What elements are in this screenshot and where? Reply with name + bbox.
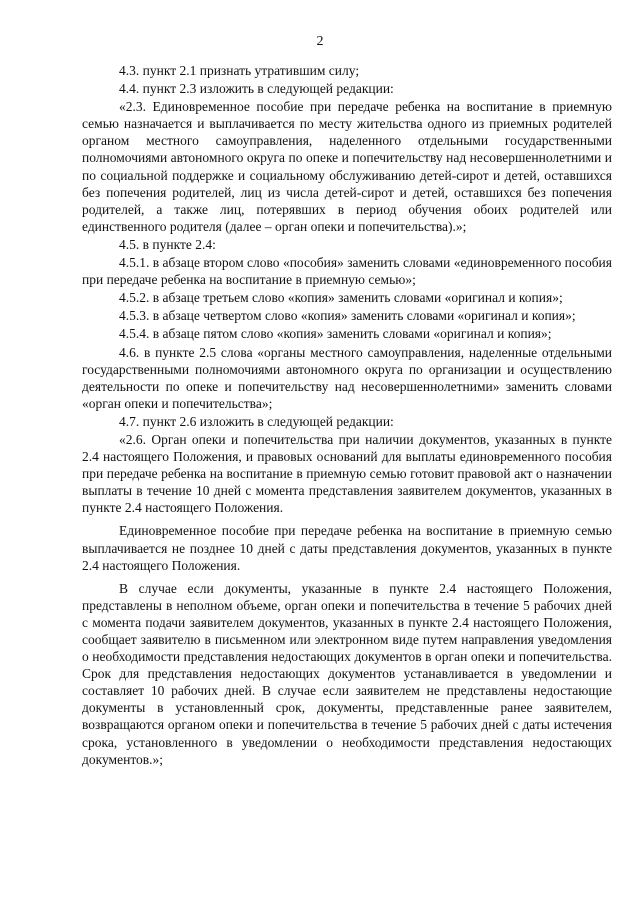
paragraph-4-3: 4.3. пункт 2.1 признать утратившим силу; bbox=[119, 63, 360, 78]
paragraph-4-5-4: 4.5.4. в абзаце пятом слово «копия» заменить словами «оригинал и копия»; bbox=[119, 326, 552, 342]
paragraph-4-5: 4.5. в пункте 2.4: bbox=[119, 236, 216, 252]
paragraph-2-3-text: «2.3. Единовременное пособие при передаче ребенка на воспитание в приемную семью назначается и выплачивается по месту жительства одного из приемных родителей органом местного самоуправления, наделенного отдельными государственными полномочиями автономного округа по опеке и попечительству над несовершеннолетними и по социальной поддержке и социальному обслуживанию детей-сирот и детей, оставшихся без попечения родителей, лиц из числа детей-сирот и детей, оставшихся без попечения родителей, а также лиц, потерявших в период обучения обоих родителей или единственного родителя (далее – орган опеки и попечительства).»; bbox=[82, 99, 612, 234]
document-body bbox=[82, 62, 612, 768]
paragraph-4-5-3: 4.5.3. в абзаце четвертом слово «копия» заменить словами «оригинал и копия»; bbox=[119, 308, 576, 324]
paragraph-4-7: 4.7. пункт 2.6 изложить в следующей редакции: bbox=[119, 413, 394, 429]
paragraph-4-5-2: 4.5.2. в абзаце третьем слово «копия» заменить словами «оригинал и копия»; bbox=[119, 290, 563, 306]
paragraph-2-6-text: «2.6. Орган опеки и попечительства при наличии документов, указанных в пункте 2.4 настоящего Положения, и правовых оснований для выплаты единовременного пособия при передаче ребенка на воспитание в приемную семью готовит правовой акт о назначении выплаты в течение 10 дней с момента представления заявителем документов, указанных в пункте 2.4 настоящего Положения. bbox=[82, 431, 612, 516]
paragraph-incomplete-documents: В случае если документы, указанные в пункте 2.4 настоящего Положения, представлены в неполном объеме, орган опеки и попечительства в течение 5 рабочих дней с момента подачи заявителем документов, указанных в пункте 2.4 настоящего Положения, сообщает заявителю в письменном или электронном виде путем направления уведомления о необходимости представления недостающих документов в орган опеки и попечительства. Срок для представления недостающих документов устанавливается в уведомлении и составляет 10 рабочих дней. В случае если заявителем не представлены недостающие документы в установленный срок, документы, представленные ранее заявителем, возвращаются органом опеки и попечительства в течение 5 рабочих дней с даты истечения срока, установленного в уведомлении о необходимости представления недостающих документов.»; bbox=[82, 580, 612, 767]
paragraph-4-6: 4.6. в пункте 2.5 слова «органы местного самоуправления, наделенные отдельными государственными полномочиями автономного округа по организации и осуществлению деятельности по опеке и попечительству над несовершеннолетними» заменить словами «орган опеки и попечительства»; bbox=[82, 344, 612, 411]
paragraph-4-5-1: 4.5.1. в абзаце втором слово «пособия» заменить словами «единовременного пособия при передаче ребенка на воспитание в приемную семью»; bbox=[82, 255, 612, 288]
paragraph-4-4: 4.4. пункт 2.3 изложить в следующей редакции: bbox=[119, 81, 394, 97]
paragraph-payment-term: Единовременное пособие при передаче ребенка на воспитание в приемную семью выплачивается не позднее 10 дней с даты представления документов, указанных в пункте 2.4 настоящего Положения. bbox=[82, 523, 612, 573]
page-number: 2 bbox=[316, 34, 324, 49]
